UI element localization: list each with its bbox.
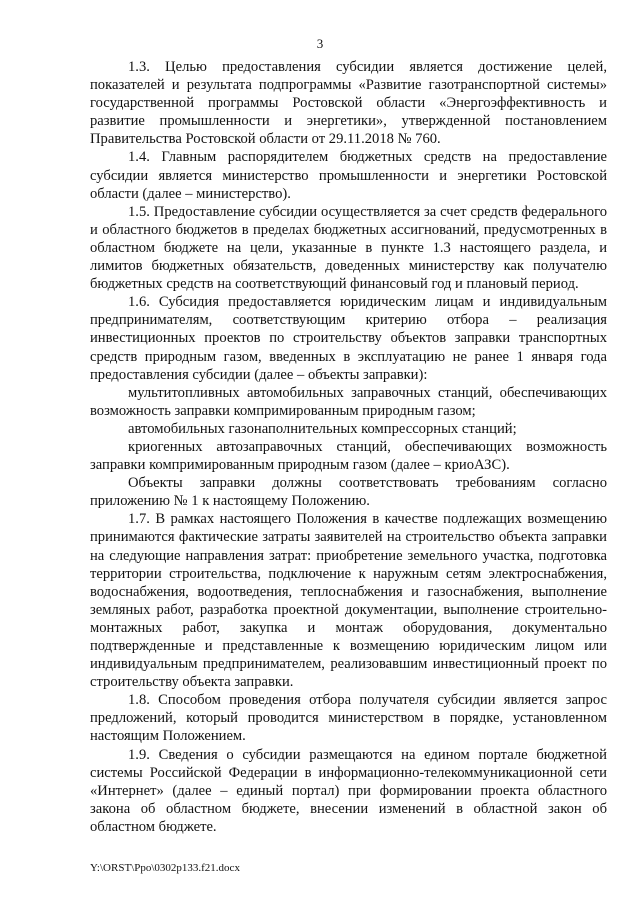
paragraph-1-9: 1.9. Сведения о субсидии размещаются на едином портале бюджетной системы Российской Федерации в информационно-телекоммуникационной сети «Интернет» (далее – единый портал) при формировании проекта областного закона об областном бюджете, внесении изменений в областной закон об областном бюджете. bbox=[90, 746, 607, 835]
paragraph-1-7: 1.7. В рамках настоящего Положения в качестве подлежащих возмещению принимаются фактические затраты заявителей на строительство объекта заправки на следующие направления затрат: приобретение земельного участка, подготовка территории строительства, подключение к наружным сетям электроснабжения, водоснабжения, водоотведения, теплоснабжения и газоснабжения, выполнение земляных работ, разработка проектной документации, выполнение строительно-монтажных работ, закупка и монтаж оборудования, документально подтвержденные и представленные к возмещению юридическим лицом или индивидуальным предпринимателем, реализовавшим инвестиционный проект по строительству объекта заправки. bbox=[90, 511, 607, 691]
paragraph-1-8: 1.8. Способом проведения отбора получателя субсидии является запрос предложений, который проводится министерством в порядке, установленном настоящим Положением. bbox=[90, 692, 607, 745]
paragraph-1-3: 1.3. Целью предоставления субсидии является достижение целей, показателей и результата подпрограммы «Развитие газотранспортной системы» государственной программы Ростовской области «Энергоэффективность и развитие промышленности и энергетики», утвержденной постановлением Правительства Ростовской области от 29.11.2018 № 760. bbox=[90, 59, 607, 148]
page-number: 3 bbox=[316, 36, 324, 51]
footer-file-path: Y:\ORST\Ppo\0302p133.f21.docx bbox=[90, 862, 240, 874]
list-item-cryogenic-stations: криогенных автозаправочных станций, обеспечивающих возможность заправки компримированным природным газом (далее – криоАЗС). bbox=[90, 438, 607, 474]
paragraph-requirements: Объекты заправки должны соответствовать требованиям согласно приложению № 1 к настоящему Положению. bbox=[90, 475, 607, 510]
list-item-multifuel-stations: мультитопливных автомобильных заправочных станций, обеспечивающих возможность заправки компримированным природным газом; bbox=[90, 384, 607, 419]
list-item-compressor-stations: автомобильных газонаполнительных компрессорных станций; bbox=[128, 420, 517, 437]
paragraph-1-6: 1.6. Субсидия предоставляется юридическим лицам и индивидуальным предпринимателям, соответствующим критерию отбора – реализация инвестиционных проектов по строительству объектов заправки транспортных средств природным газом, введенных в эксплуатацию не ранее 1 января года предоставления субсидии (далее – объекты заправки): bbox=[90, 294, 607, 383]
paragraph-1-4: 1.4. Главным распорядителем бюджетных средств на предоставление субсидии является министерство промышленности и энергетики Ростовской области (далее – министерство). bbox=[90, 149, 607, 202]
paragraph-1-5: 1.5. Предоставление субсидии осуществляется за счет средств федерального и областного бюджетов в пределах бюджетных ассигнований, предусмотренных в областном бюджете на цели, указанные в пункте 1.3 настоящего раздела, и лимитов бюджетных обязательств, доведенных министерству как получателю бюджетных средств на соответствующий финансовый год и плановый период. bbox=[90, 203, 607, 293]
document-body bbox=[90, 58, 607, 836]
